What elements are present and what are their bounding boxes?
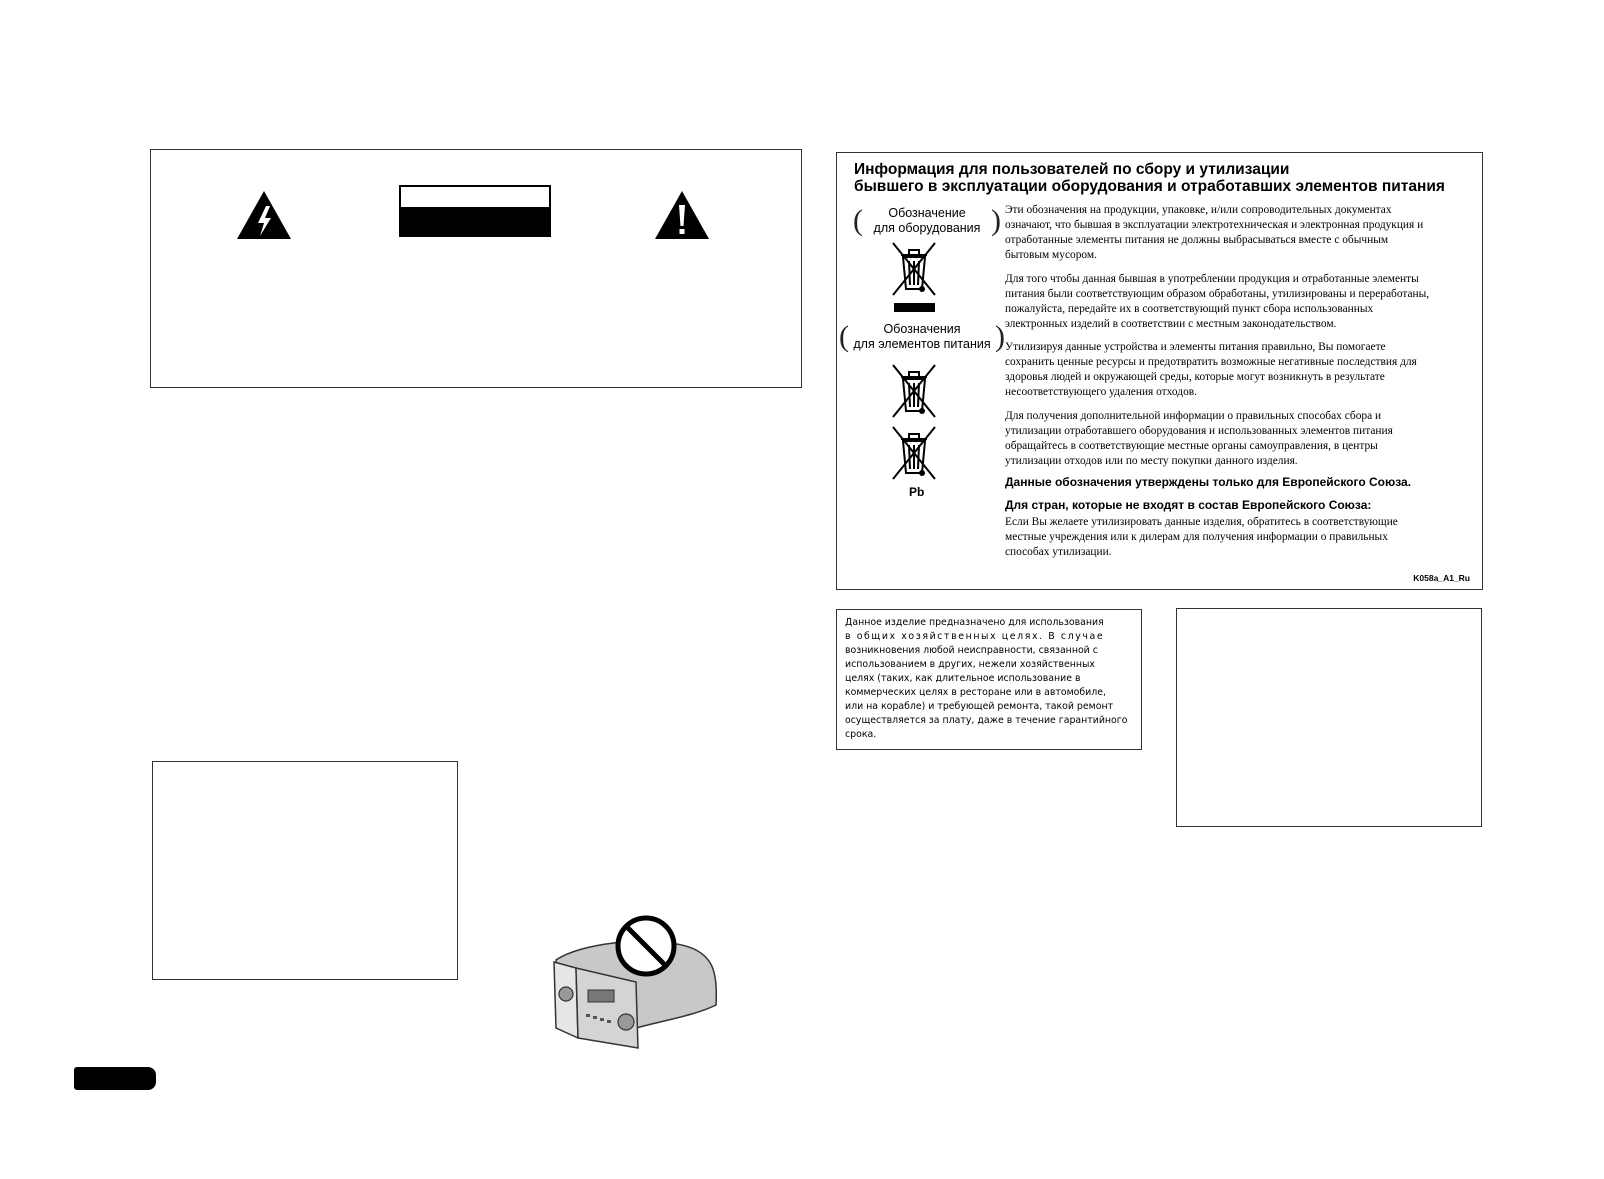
recycling-paragraph-4: Для получения дополнительной информации о правильных способах сбора и утилизации отработавшего оборудования и использованных элементов питания обращайтесь в соответствующие местные органы самоуправления, в центры утилизации отходов или по месту покупки данного изделия. (1005, 410, 1393, 467)
non-eu-heading: Для стран, которые не входят в состав Европейского Союза: (1005, 498, 1372, 512)
household-use-notice-text: Данное изделие предназначено для использования в общих хозяйственных целях. В случае возникновения любой неисправности, связанной с использованием в других, нежели хозяйственных целях (таких, как длительное использование в коммерческих целях в ресторане или в автомобиле, или на корабле) и требующей ремонта, такой ремонт осуществляется за плату, даже в течение гарантийного срока. (845, 617, 1128, 740)
caution-box (150, 149, 802, 388)
caution-label-block (399, 185, 551, 237)
pb-chemical-label: Pb (909, 485, 925, 499)
recycling-paragraph-5: Если Вы желаете утилизировать данные изделия, обратитесь в соответствующие местные учреждения или к дилерам для получения информации о правильных способах утилизации. (1005, 516, 1398, 558)
lightning-bolt-triangle-icon (236, 190, 292, 240)
separated-collection-bar (894, 303, 935, 312)
recycling-info-box (836, 152, 1483, 590)
recycling-paragraph-3: Утилизируя данные устройства и элементы питания правильно, Вы помогаете сохранить ценные ресурсы и предотвратить возможные негативные последствия для здоровья людей и окружающей среды, которые могут возникнуть в результате несоответствующего удаления отходов. (1005, 341, 1417, 398)
receiver-no-cover-icon (546, 910, 726, 1050)
eu-only-statement: Данные обозначения утверждены только для Европейского Союза. (1005, 475, 1412, 489)
recycling-paragraph-1: Эти обозначения на продукции, упаковке, и/или сопроводительных документах означают, что бывшая в эксплуатации электротехническая и электронная продукция и отработанные элементы питания не должны выбрасываться вместе с обычным бытовым мусором. (1005, 204, 1424, 261)
document-code: K058a_A1_Ru (1413, 573, 1470, 583)
right-paren-icon: ) (991, 204, 1001, 237)
empty-frame-right (1176, 608, 1482, 827)
recycling-paragraph-2: Для того чтобы данная бывшая в употреблении продукция и отработанные элементы питания были соответствующим образом обработаны, утилизированы и переработаны, пожалуйста, передайте их в соответствующий пункт сбора использованных электронных изделий в соответствии с местным законодательством. (1005, 273, 1430, 330)
right-paren-icon: ) (995, 320, 1005, 353)
page-number-tab (74, 1067, 156, 1090)
crossed-out-bin-icon (889, 363, 939, 419)
battery-symbol-caption: ( Обозначения для элементов питания ) (839, 320, 1005, 353)
crossed-out-bin-icon (889, 241, 939, 297)
empty-frame-left (152, 761, 458, 980)
equipment-symbol-caption: ( Обозначение для оборудования ) (853, 204, 1001, 237)
exclamation-triangle-icon (654, 190, 710, 240)
household-use-notice-box (836, 609, 1142, 750)
recycling-heading: Информация для пользователей по сбору и утилизации бывшего в эксплуатации оборудования и отработавших элементов питания (854, 161, 1445, 195)
left-paren-icon: ( (839, 320, 849, 353)
left-paren-icon: ( (853, 204, 863, 237)
crossed-out-bin-icon (889, 425, 939, 481)
